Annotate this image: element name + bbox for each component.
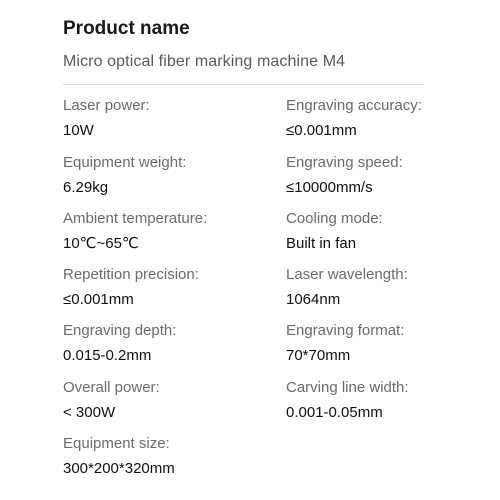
spec-label: Equipment weight:: [63, 154, 187, 171]
spec-carving-line-width: [286, 378, 486, 423]
spec-equipment-weight: [63, 153, 263, 198]
spec-value: ≤0.001mm: [63, 291, 134, 308]
spec-value: Built in fan: [286, 235, 357, 252]
product-heading: Product name: [63, 18, 190, 39]
product-name: Micro optical fiber marking machine M4: [63, 53, 346, 70]
spec-cooling-mode: [286, 209, 486, 254]
spec-value: 0.015-0.2mm: [63, 347, 152, 364]
spec-label: Carving line width:: [286, 379, 409, 396]
spec-value: ≤0.001mm: [286, 122, 357, 139]
spec-value: 70*70mm: [286, 347, 351, 364]
spec-engraving-speed: [286, 153, 486, 198]
spec-equipment-size: [63, 434, 263, 479]
spec-value: 10W: [63, 122, 94, 139]
spec-laser-wavelength: [286, 265, 486, 310]
spec-value: 300*200*320mm: [63, 460, 175, 477]
spec-engraving-depth: [63, 321, 263, 366]
spec-engraving-accuracy: [286, 96, 486, 141]
spec-value: 1064nm: [286, 291, 341, 308]
spec-label: Cooling mode:: [286, 210, 383, 227]
spec-label: Engraving accuracy:: [286, 97, 422, 114]
divider: [63, 84, 423, 85]
spec-value: < 300W: [63, 404, 116, 421]
spec-label: Engraving depth:: [63, 322, 177, 339]
spec-label: Laser wavelength:: [286, 266, 408, 283]
spec-label: Engraving speed:: [286, 154, 403, 171]
spec-laser-power: [63, 96, 263, 141]
spec-repetition-precision: [63, 265, 263, 310]
spec-label: Overall power:: [63, 379, 160, 396]
spec-label: Equipment size:: [63, 435, 170, 452]
spec-label: Engraving format:: [286, 322, 405, 339]
spec-label: Laser power:: [63, 97, 150, 114]
spec-value: 6.29kg: [63, 179, 109, 196]
spec-label: Repetition precision:: [63, 266, 199, 283]
spec-overall-power: [63, 378, 263, 423]
spec-ambient-temperature: [63, 209, 263, 254]
spec-value: 10℃~65℃: [63, 235, 139, 252]
spec-value: 0.001-0.05mm: [286, 404, 383, 421]
spec-label: Ambient temperature:: [63, 210, 208, 227]
spec-value: ≤10000mm/s: [286, 179, 373, 196]
spec-engraving-format: [286, 321, 486, 366]
